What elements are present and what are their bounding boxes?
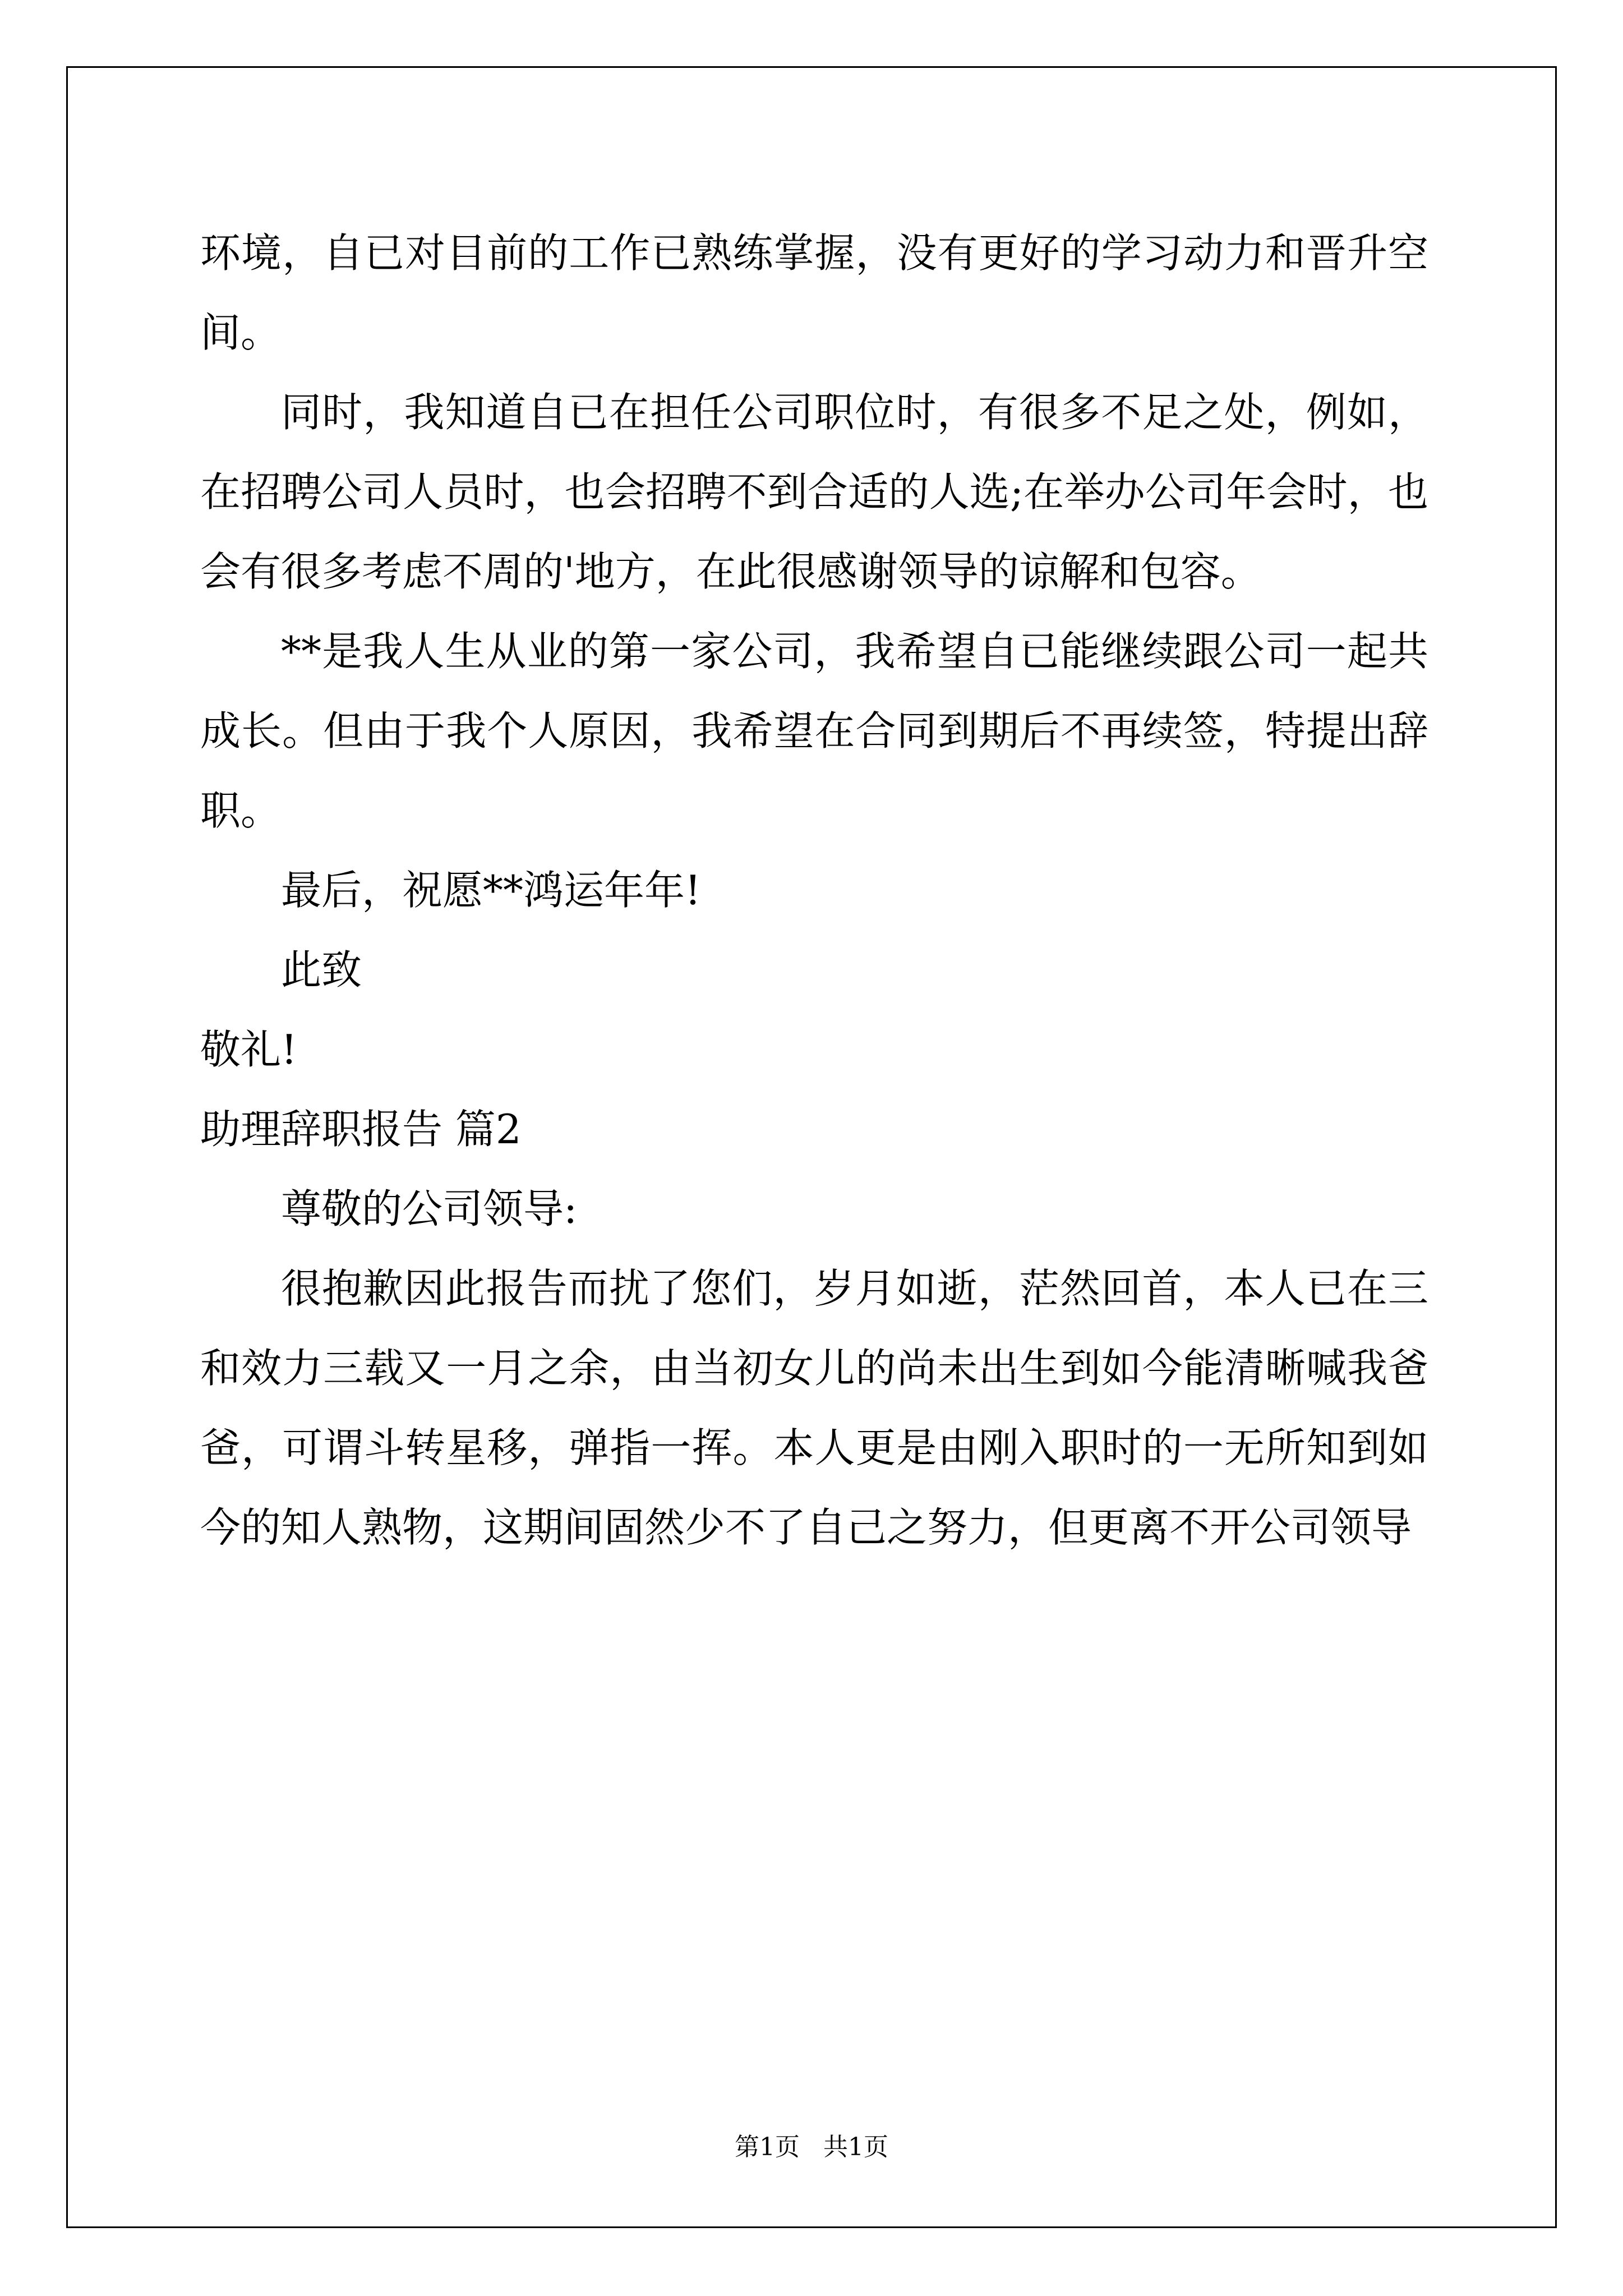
paragraph-regards: 敬礼! (200, 1026, 297, 1073)
paragraph-closing-wish: 最后，祝愿**鸿运年年! (281, 867, 701, 914)
paragraph-3: **是我人生从业的第一家公司，我希望自已能继续跟公司一起共成长。但由于我个人原因，我希望在合同到期后不再续签，特提出辞职。 (200, 628, 1428, 834)
paragraph-body: 很抱歉因此报告而扰了您们，岁月如逝，茫然回首，本人已在三和效力三载又一月之余，由当初女儿的尚未出生到如今能清晰喊我爸爸，可谓斗转星移，弹指一挥。本人更是由刚入职时的一无所知到如今的知人熟物，这期间固然少不了自己之努力，但更离不开公司领导 (200, 1265, 1428, 1551)
page-footer: 第1页 共1页 (735, 2133, 888, 2161)
section-heading: 助理辞职报告 篇2 (200, 1106, 522, 1153)
paragraph-1: 环境，自已对目前的工作已熟练掌握，没有更好的学习动力和晋升空间。 (200, 229, 1428, 356)
paragraph-2: 同时，我知道自已在担任公司职位时，有很多不足之处，例如，在招聘公司人员时，也会招聘不到合适的人选;在举办公司年会时，也会有很多考虑不周的'地方，在此很感谢领导的谅解和包容。 (200, 389, 1428, 595)
document-body (200, 213, 1428, 1567)
paragraph-greeting: 尊敬的公司领导: (281, 1185, 578, 1232)
paragraph-salutation: 此致 (281, 946, 362, 993)
